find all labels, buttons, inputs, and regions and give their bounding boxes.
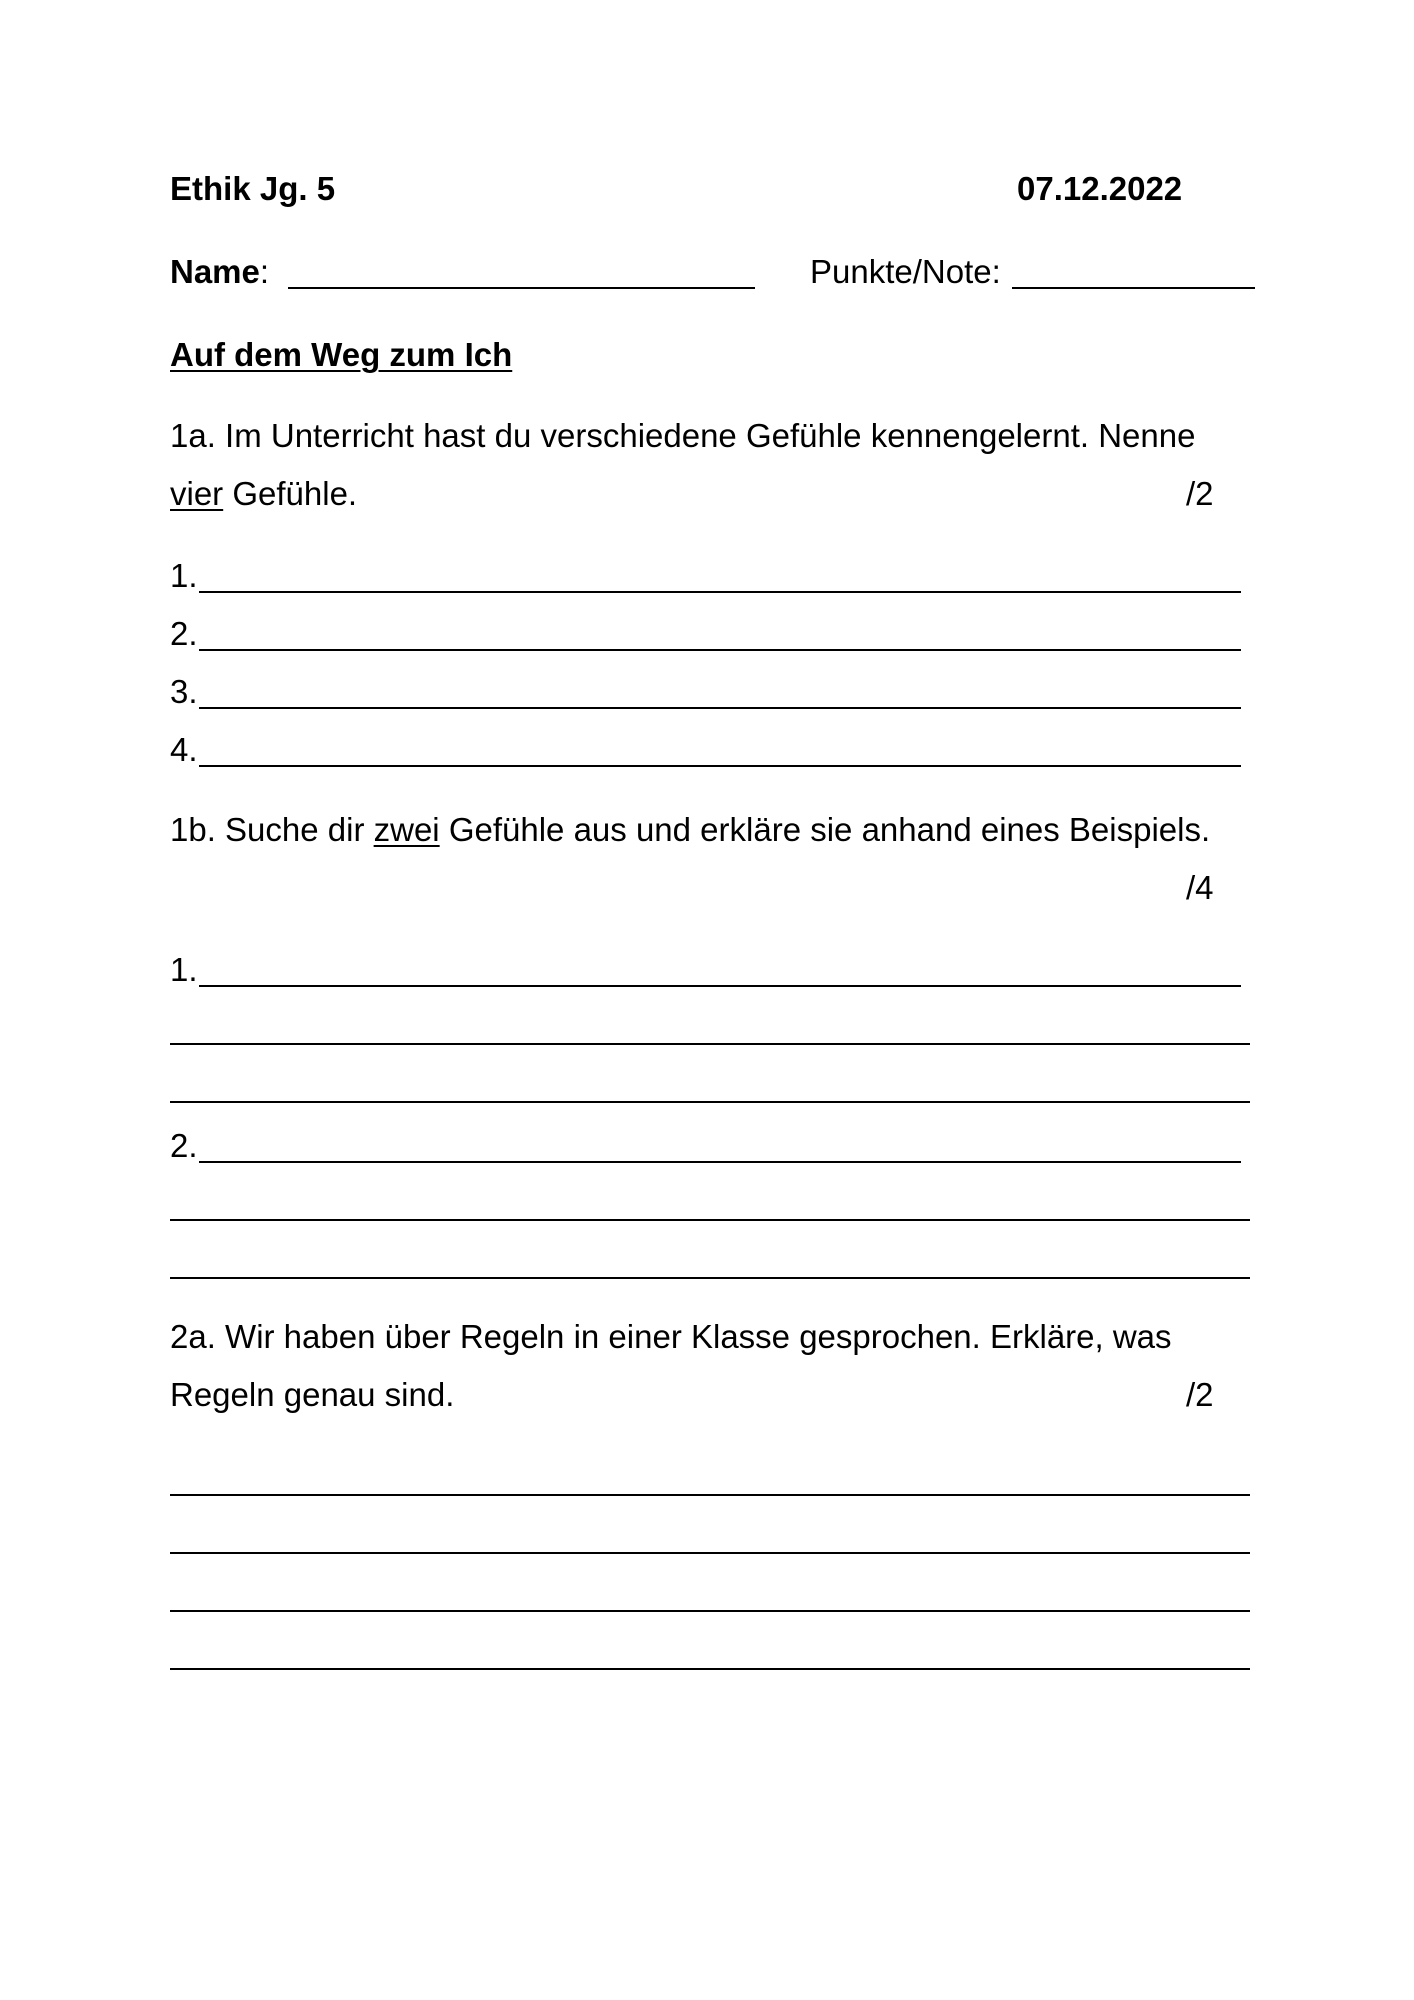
- name-field[interactable]: [288, 287, 755, 289]
- date-label: 07.12.2022: [1017, 170, 1183, 207]
- task-1a-answer-field[interactable]: [199, 591, 1241, 593]
- task-1a-answer-number: 3.: [170, 673, 198, 710]
- task-1a-line2: [170, 475, 357, 513]
- task-1a-emphasis: vier: [170, 475, 224, 512]
- task-1a-answer-field[interactable]: [199, 707, 1241, 709]
- task-1b-answer-number: 1.: [170, 951, 198, 988]
- worksheet-title: Auf dem Weg zum Ich: [170, 336, 513, 373]
- name-label-group: [170, 253, 269, 291]
- task-2a-points: /2: [1186, 1376, 1214, 1413]
- task-2a-answer-field[interactable]: [170, 1610, 1250, 1612]
- points-label: Punkte/Note:: [810, 253, 1001, 290]
- task-1a-line2-rest: Gefühle.: [223, 475, 358, 512]
- task-1b-suffix: Gefühle aus und erkläre sie anhand eines Beispiels.: [439, 811, 1211, 848]
- points-field[interactable]: [1012, 287, 1255, 289]
- task-1a-answer-number: 4.: [170, 731, 198, 768]
- task-1b-answer-field[interactable]: [170, 1043, 1250, 1045]
- task-2a-line1: 2a. Wir haben über Regeln in einer Klasse gesprochen. Erkläre, was: [170, 1318, 1172, 1355]
- task-1b-answer-field[interactable]: [199, 985, 1241, 987]
- task-1b-prefix: 1b. Suche dir: [170, 811, 374, 848]
- task-2a-answer-field[interactable]: [170, 1668, 1250, 1670]
- task-1b-prompt: [170, 811, 1210, 849]
- task-2a-answer-field[interactable]: [170, 1494, 1250, 1496]
- task-1a-line1: 1a. Im Unterricht hast du verschiedene Gefühle kennengelernt. Nenne: [170, 417, 1196, 454]
- task-1b-points: /4: [1186, 869, 1214, 906]
- course-label: Ethik Jg. 5: [170, 170, 336, 207]
- task-1a-answer-number: 1.: [170, 557, 198, 594]
- task-1a-answer-number: 2.: [170, 615, 198, 652]
- task-1b-answer-field[interactable]: [170, 1101, 1250, 1103]
- task-1b-answer-field[interactable]: [170, 1277, 1250, 1279]
- task-1b-emphasis: zwei: [373, 811, 440, 848]
- task-2a-answer-field[interactable]: [170, 1552, 1250, 1554]
- name-label: Name: [170, 253, 260, 290]
- task-1b-answer-field[interactable]: [170, 1219, 1250, 1221]
- task-2a-line2: Regeln genau sind.: [170, 1376, 455, 1413]
- task-1a-answer-field[interactable]: [199, 649, 1241, 651]
- name-colon: :: [259, 253, 270, 290]
- task-1a-points: /2: [1186, 475, 1214, 512]
- task-1b-answer-field[interactable]: [199, 1161, 1241, 1163]
- task-1a-answer-field[interactable]: [199, 765, 1241, 767]
- task-1b-answer-number: 2.: [170, 1127, 198, 1164]
